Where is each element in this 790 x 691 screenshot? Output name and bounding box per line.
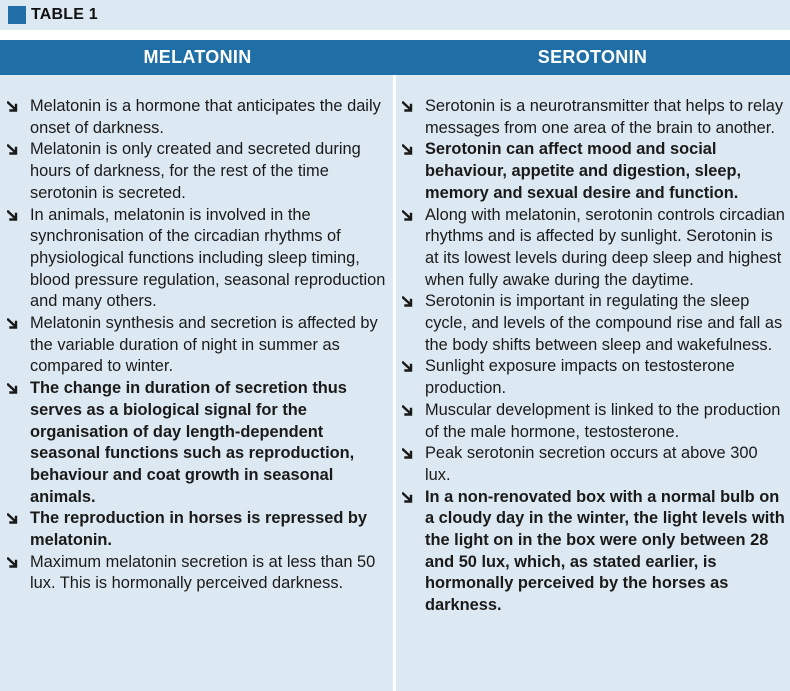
column-heading-melatonin: MELATONIN <box>143 47 252 67</box>
table-header <box>0 40 790 75</box>
list-item <box>401 443 786 486</box>
column-divider <box>393 75 396 691</box>
list-item-text: In animals, melatonin is involved in the synchronisation of the circadian rhythms of physiological functions including sleep timing, blood pressure regulation, seasonal reproduction and many others. <box>30 205 386 311</box>
list-item-text: Melatonin is a hormone that anticipates the daily onset of darkness. <box>30 97 381 137</box>
arrow-down-right-icon <box>7 210 21 222</box>
table-body <box>0 75 790 691</box>
list-item <box>401 356 786 399</box>
arrow-down-right-icon <box>7 318 21 330</box>
list-item <box>6 96 392 139</box>
list-item-text: Peak serotonin secretion occurs at above 300 lux. <box>425 444 758 484</box>
list-item <box>401 400 786 443</box>
arrow-down-right-icon <box>7 144 21 156</box>
list-item <box>6 205 392 314</box>
list-item <box>401 291 786 356</box>
list-item <box>401 205 786 292</box>
list-item-text: Melatonin is only created and secreted during hours of darkness, for the rest of the time serotonin is secreted. <box>30 140 361 202</box>
list-item-text: Muscular development is linked to the production of the male hormone, testosterone. <box>425 400 781 441</box>
list-item-text: Serotonin can affect mood and social behaviour, appetite and digestion, sleep, memory and sexual desire and function. <box>425 140 742 202</box>
list-item <box>401 139 786 204</box>
title-marker-square <box>8 6 26 24</box>
list-item <box>6 139 392 204</box>
arrow-down-right-icon <box>402 448 416 460</box>
arrow-down-right-icon <box>7 383 21 395</box>
column-heading-serotonin: SEROTONIN <box>537 47 648 67</box>
list-item-text: Melatonin synthesis and secretion is affected by the variable duration of night in summer as compared to winter. <box>30 314 378 376</box>
list-item-text: Along with melatonin, serotonin controls circadian rhythms and is affected by sunlight. Serotonin is at its lowest levels during deep sleep and highest when fully awake during the daytime. <box>425 205 785 289</box>
list-item <box>6 552 392 595</box>
arrow-down-right-icon <box>402 210 416 222</box>
list-item-text: Serotonin is important in regulating the sleep cycle, and levels of the compound rise and fall as the body shifts between sleep and wakefulness. <box>425 292 783 354</box>
list-item <box>6 313 392 378</box>
list-item-text: Maximum melatonin secretion is at less than 50 lux. This is hormonally perceived darkness. <box>30 552 376 593</box>
arrow-down-right-icon <box>402 361 416 373</box>
list-item-text: The change in duration of secretion thus serves as a biological signal for the organisation of day length-dependent seasonal functions such as reproduction, behaviour and coat growth in seasonal animals. <box>30 379 355 506</box>
arrow-down-right-icon <box>7 101 21 113</box>
list-item <box>6 378 392 508</box>
table-title-bar <box>0 0 790 30</box>
arrow-down-right-icon <box>402 144 416 156</box>
melatonin-column <box>6 96 392 595</box>
list-item-text: Sunlight exposure impacts on testosterone production. <box>425 357 735 398</box>
serotonin-column <box>401 96 786 617</box>
list-item <box>401 96 786 139</box>
arrow-down-right-icon <box>402 101 416 113</box>
list-item <box>401 487 786 617</box>
list-item-text: In a non-renovated box with a normal bulb on a cloudy day in the winter, the light levels with the light on in the box were only between 28 and 50 lux, which, as stated earlier, is hormonally perceived by the horses as darkness. <box>425 487 785 615</box>
arrow-down-right-icon <box>7 513 21 525</box>
table-label: TABLE 1 <box>31 6 98 23</box>
list-item-text: Serotonin is a neurotransmitter that helps to relay messages from one area of the brain to another. <box>425 97 784 137</box>
arrow-down-right-icon <box>402 296 416 308</box>
arrow-down-right-icon <box>402 405 416 417</box>
arrow-down-right-icon <box>402 492 416 504</box>
arrow-down-right-icon <box>7 557 21 569</box>
list-item-text: The reproduction in horses is repressed by melatonin. <box>30 509 368 550</box>
list-item <box>6 508 392 551</box>
